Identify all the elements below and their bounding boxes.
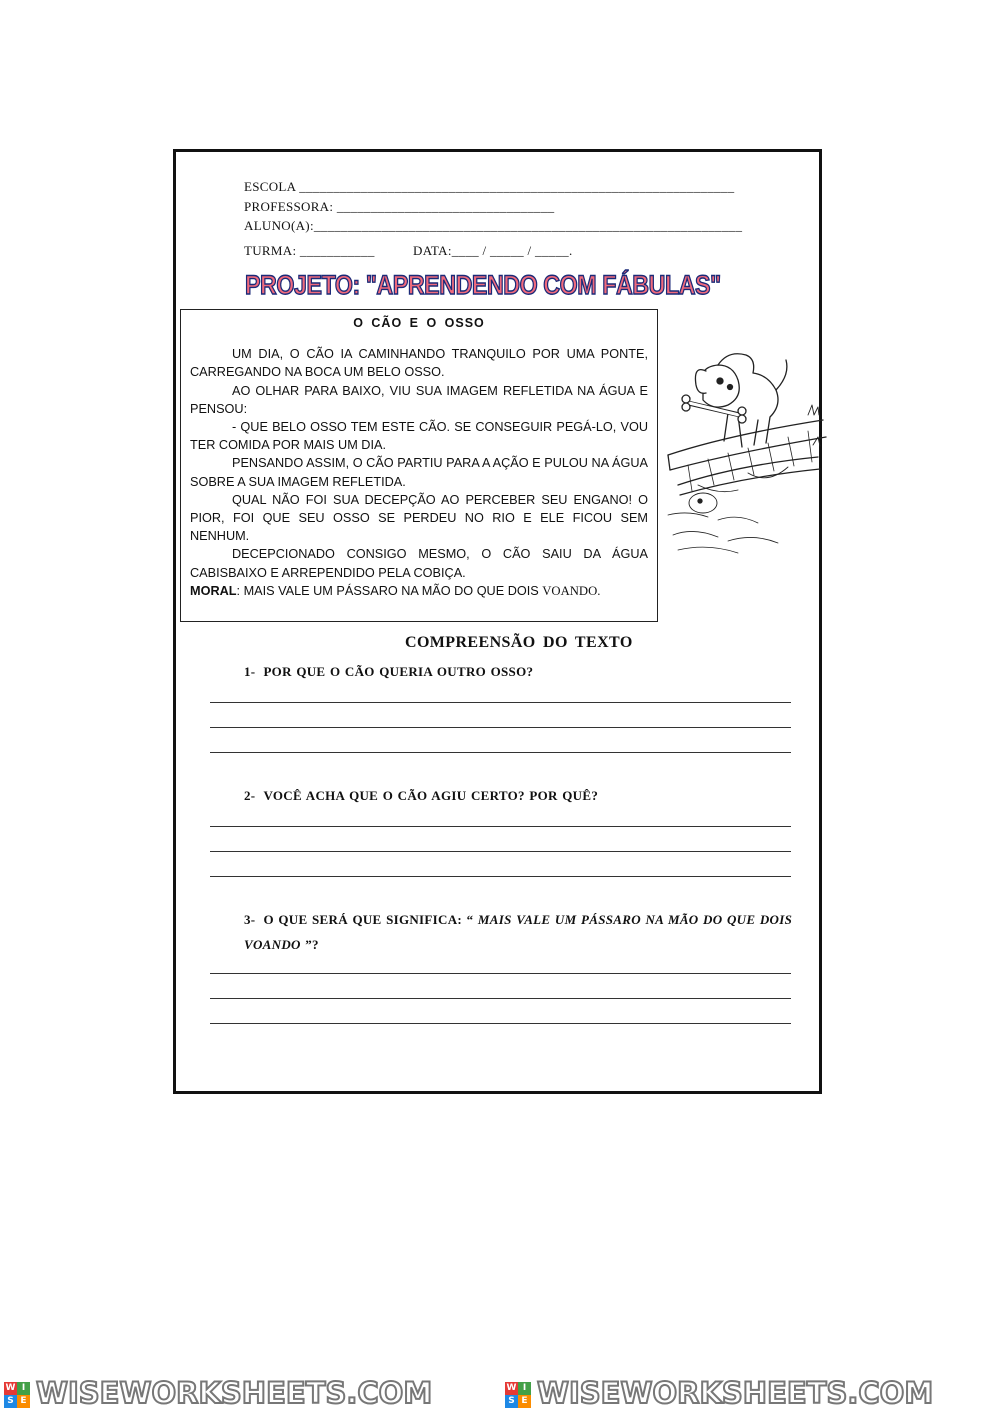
question-text: VOCÊ ACHA QUE O CÃO AGIU CERTO? POR QUÊ? [263, 788, 599, 803]
watermark-text: WISEWORKSHEETS.COM [537, 1376, 934, 1410]
wiseworksheets-logo-icon [4, 1382, 30, 1408]
answer-line[interactable] [210, 876, 791, 877]
logo-letter: S [505, 1395, 518, 1408]
logo-letter: I [518, 1382, 531, 1395]
answer-line[interactable] [210, 998, 791, 999]
question-1 [244, 664, 533, 680]
school-field: ESCOLA ________________________________________________________________ [244, 179, 735, 194]
story-paragraph: UM DIA, O CÃO IA CAMINHANDO TRANQUILO POR UMA PONTE, CARREGANDO NA BOCA UM BELO OSSO. [190, 347, 648, 380]
answer-line[interactable] [210, 702, 791, 703]
class-field: TURMA: ___________ [244, 243, 375, 258]
project-title: PROJETO: "APRENDENDO COM FÁBULAS" [245, 270, 721, 300]
question-2 [244, 788, 598, 804]
wiseworksheets-logo-icon [505, 1382, 531, 1408]
watermark-text: WISEWORKSHEETS.COM [36, 1376, 433, 1410]
logo-letter: W [5, 1383, 16, 1393]
logo-letter: E [518, 1395, 531, 1408]
story-paragraph: DECEPCIONADO CONSIGO MESMO, O CÃO SAIU DA ÁGUA CABISBAIXO E ARREPENDIDO PELA COBIÇA. [190, 547, 648, 580]
logo-letter: I [17, 1382, 30, 1395]
question-quote: MAIS VALE UM PÁSSARO NA MÃO DO QUE DOIS VOANDO [244, 912, 793, 952]
question-text: O QUE SERÁ QUE SIGNIFICA: “ [263, 912, 478, 927]
moral-label: MORAL [190, 583, 237, 598]
teacher-field: PROFESSORA: ________________________________ [244, 199, 555, 214]
student-field: ALUNO(A):_______________________________________________________________ [244, 218, 743, 233]
story-paragraph: AO OLHAR PARA BAIXO, VIU SUA IMAGEM REFLETIDA NA ÁGUA E PENSOU: [190, 383, 648, 416]
question-3 [244, 907, 796, 957]
answer-line[interactable] [210, 826, 791, 827]
answer-line[interactable] [210, 1023, 791, 1024]
question-number: 2- [244, 788, 256, 803]
story-paragraph: PENSANDO ASSIM, O CÃO PARTIU PARA A AÇÃO E PULOU NA ÁGUA SOBRE A SUA IMAGEM REFLETIDA. [190, 456, 648, 489]
logo-letter: E [17, 1395, 30, 1408]
story-paragraph: QUAL NÃO FOI SUA DECEPÇÃO AO PERCEBER SEU ENGANO! O PIOR, FOI QUE SEU OSSO SE PERDEU NO RIO E ELE FICOU SEM NENHUM. [190, 492, 648, 544]
answer-line[interactable] [210, 727, 791, 728]
story-box [180, 309, 658, 622]
footer-watermark [0, 1376, 1000, 1413]
question-text: POR QUE O CÃO QUERIA OUTRO OSSO? [263, 664, 534, 679]
moral-text: : MAIS VALE UM PÁSSARO NA MÃO DO QUE DOIS [236, 583, 543, 598]
question-suffix: ”? [300, 937, 319, 952]
story-title: O CÃO E O OSSO [353, 316, 485, 330]
answer-line[interactable] [210, 973, 791, 974]
comprehension-title: COMPREENSÃO DO TEXTO [405, 634, 633, 651]
moral-end: VOANDO. [542, 583, 601, 598]
answer-line[interactable] [210, 851, 791, 852]
logo-letter: S [4, 1395, 17, 1408]
logo-letter: W [506, 1383, 517, 1393]
dog-on-bridge-illustration [658, 345, 828, 570]
story-text [190, 345, 648, 600]
story-paragraph: - QUE BELO OSSO TEM ESTE CÃO. SE CONSEGUIR PEGÁ-LO, VOU TER COMIDA POR MAIS UM DIA. [190, 420, 648, 453]
question-number: 3- [244, 912, 256, 927]
answer-line[interactable] [210, 752, 791, 753]
question-number: 1- [244, 664, 256, 679]
date-field: DATA:____ / _____ / _____. [413, 243, 573, 258]
moral-line [190, 582, 648, 600]
